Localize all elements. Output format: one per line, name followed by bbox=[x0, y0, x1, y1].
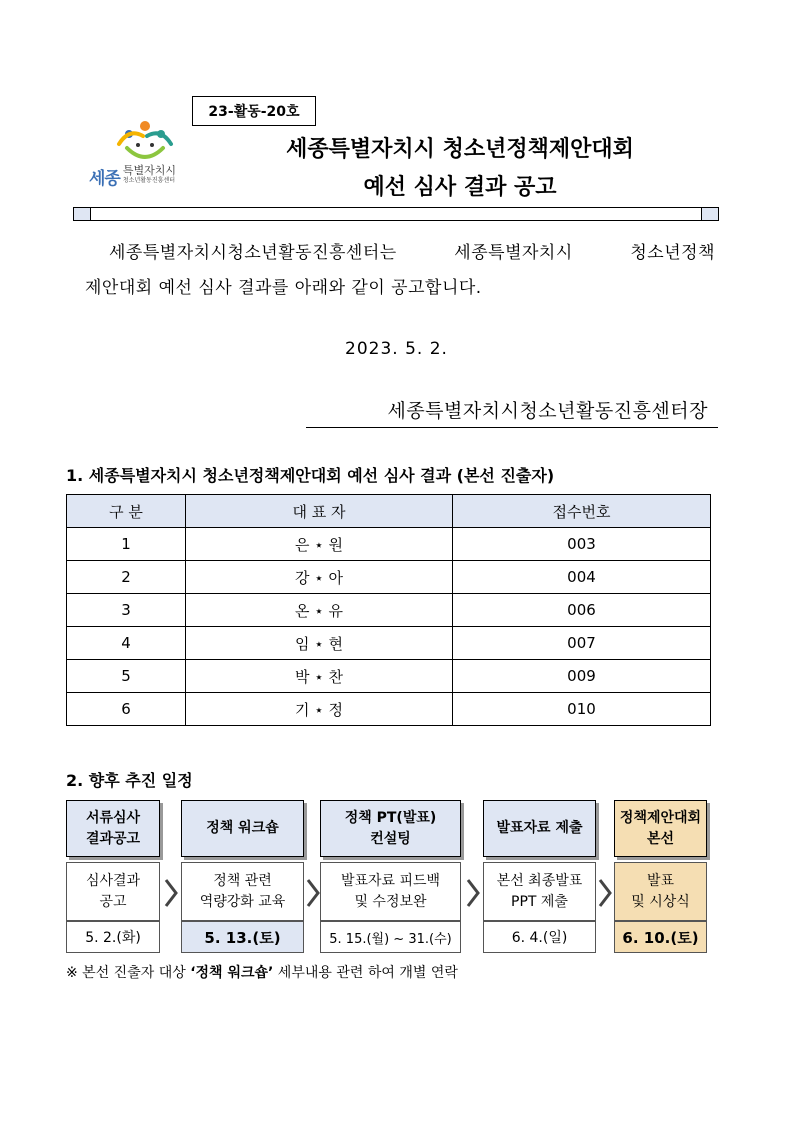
schedule-step-5-head bbox=[614, 800, 707, 857]
cell-name: 임 ⋆ 현 bbox=[186, 627, 453, 660]
step-head-line-1: 발표자료 제출 bbox=[496, 820, 583, 836]
table-row bbox=[67, 660, 711, 693]
cell-name: 은 ⋆ 원 bbox=[186, 528, 453, 561]
step-head-line-1: 서류심사 bbox=[85, 809, 141, 826]
schedule-step-4-head bbox=[483, 800, 596, 857]
cell-no: 5 bbox=[67, 660, 186, 693]
organization-logo bbox=[85, 118, 200, 198]
schedule-step-2-body bbox=[181, 862, 304, 921]
schedule-step-2-head bbox=[181, 800, 304, 857]
footnote-prefix: ※ 본선 진출자 대상 bbox=[66, 965, 191, 981]
schedule-step-2-date: 5. 13.(토) bbox=[181, 921, 304, 953]
logo-figure-icon bbox=[105, 118, 185, 168]
step-body-line-1: 심사결과 bbox=[85, 872, 141, 889]
step-head-line-1: 정책 워크숍 bbox=[206, 820, 279, 836]
schedule-step-1-head bbox=[66, 800, 160, 857]
cell-name: 온 ⋆ 유 bbox=[186, 594, 453, 627]
step-body-line-1: 정책 관련 bbox=[213, 872, 272, 889]
step-body-line-2: 및 수정보완 bbox=[354, 893, 427, 910]
section-1-title: 1. 세종특별자치시 청소년정책제안대회 예선 심사 결과 (본선 진출자) bbox=[66, 466, 555, 485]
table-row bbox=[67, 594, 711, 627]
table-row bbox=[67, 627, 711, 660]
title-divider-bar bbox=[73, 207, 719, 221]
divider-cap-right bbox=[701, 208, 718, 220]
col-header-no: 구 분 bbox=[67, 495, 186, 528]
cell-code: 010 bbox=[453, 693, 711, 726]
cell-code: 003 bbox=[453, 528, 711, 561]
logo-sub-text: 특별자치시 bbox=[122, 164, 176, 177]
step-head-line-1: 정책 PT(발표) bbox=[344, 809, 437, 826]
step-head-line-1: 정책제안대회 bbox=[619, 809, 702, 826]
intro-paragraph bbox=[85, 236, 715, 306]
cell-name: 강 ⋆ 아 bbox=[186, 561, 453, 594]
divider-cap-left bbox=[74, 208, 91, 220]
schedule-step-5-date: 6. 10.(토) bbox=[614, 921, 707, 953]
cell-no: 1 bbox=[67, 528, 186, 561]
title-line-1: 세종특별자치시 청소년정책제안대회 bbox=[286, 137, 634, 162]
logo-sub-small-text: 청소년활동진흥센터 bbox=[122, 177, 176, 184]
step-head-line-2: 본선 bbox=[646, 830, 675, 847]
cell-no: 2 bbox=[67, 561, 186, 594]
cell-code: 009 bbox=[453, 660, 711, 693]
cell-name: 박 ⋆ 찬 bbox=[186, 660, 453, 693]
table-row bbox=[67, 528, 711, 561]
cell-no: 3 bbox=[67, 594, 186, 627]
cell-no: 6 bbox=[67, 693, 186, 726]
step-body-line-2: 공고 bbox=[99, 893, 127, 910]
schedule-step-5-body bbox=[614, 862, 707, 921]
step-body-line-1: 본선 최종발표 bbox=[496, 872, 583, 889]
chevron-right-icon bbox=[466, 878, 480, 908]
intro-line-1: 세종특별자치시청소년활동진흥센터는 세종특별자치시 청소년정책 bbox=[109, 243, 715, 263]
schedule-step-1-date: 5. 2.(화) bbox=[66, 921, 160, 953]
col-header-code: 접수번호 bbox=[453, 495, 711, 528]
announcement-date: 2023. 5. 2. bbox=[345, 339, 448, 359]
step-body-line-1: 발표 bbox=[646, 872, 675, 889]
cell-code: 006 bbox=[453, 594, 711, 627]
table-header-row bbox=[67, 495, 711, 528]
schedule-step-3-date: 5. 15.(월) ~ 31.(수) bbox=[320, 921, 461, 953]
step-body-line-2: PPT 제출 bbox=[511, 893, 568, 910]
schedule-step-4-date: 6. 4.(일) bbox=[483, 921, 596, 953]
step-head-line-2: 컨설팅 bbox=[370, 830, 411, 847]
step-head-line-2: 결과공고 bbox=[85, 830, 141, 847]
footnote bbox=[66, 962, 458, 982]
col-header-name: 대 표 자 bbox=[186, 495, 453, 528]
signer: 세종특별자치시청소년활동진흥센터장 bbox=[387, 400, 708, 422]
cell-no: 4 bbox=[67, 627, 186, 660]
step-body-line-2: 및 시상식 bbox=[631, 893, 690, 910]
step-body-line-1: 발표자료 피드백 bbox=[340, 872, 441, 889]
schedule-step-3-head bbox=[320, 800, 461, 857]
cell-code: 004 bbox=[453, 561, 711, 594]
chevron-right-icon bbox=[164, 878, 178, 908]
table-row bbox=[67, 693, 711, 726]
cell-name: 기 ⋆ 정 bbox=[186, 693, 453, 726]
step-body-line-2: 역량강화 교육 bbox=[199, 893, 286, 910]
section-2-title: 2. 향후 추진 일정 bbox=[66, 771, 193, 790]
schedule-step-4-body bbox=[483, 862, 596, 921]
footnote-suffix: 세부내용 관련 하여 개별 연락 bbox=[273, 965, 458, 981]
signer-underline bbox=[306, 427, 718, 428]
document-number: 23-활동-20호 bbox=[192, 96, 316, 126]
title-line-2: 예선 심사 결과 공고 bbox=[363, 175, 557, 200]
chevron-right-icon bbox=[306, 878, 320, 908]
schedule-step-3-body bbox=[320, 862, 461, 921]
logo-main-text: 세종 bbox=[89, 169, 120, 189]
result-table bbox=[66, 494, 711, 726]
cell-code: 007 bbox=[453, 627, 711, 660]
intro-line-2: 제안대회 예선 심사 결과를 아래와 같이 공고합니다. bbox=[85, 278, 482, 298]
schedule-step-1-body bbox=[66, 862, 160, 921]
chevron-right-icon bbox=[598, 878, 612, 908]
footnote-bold: ‘정책 워크숍’ bbox=[190, 965, 274, 981]
table-row bbox=[67, 561, 711, 594]
